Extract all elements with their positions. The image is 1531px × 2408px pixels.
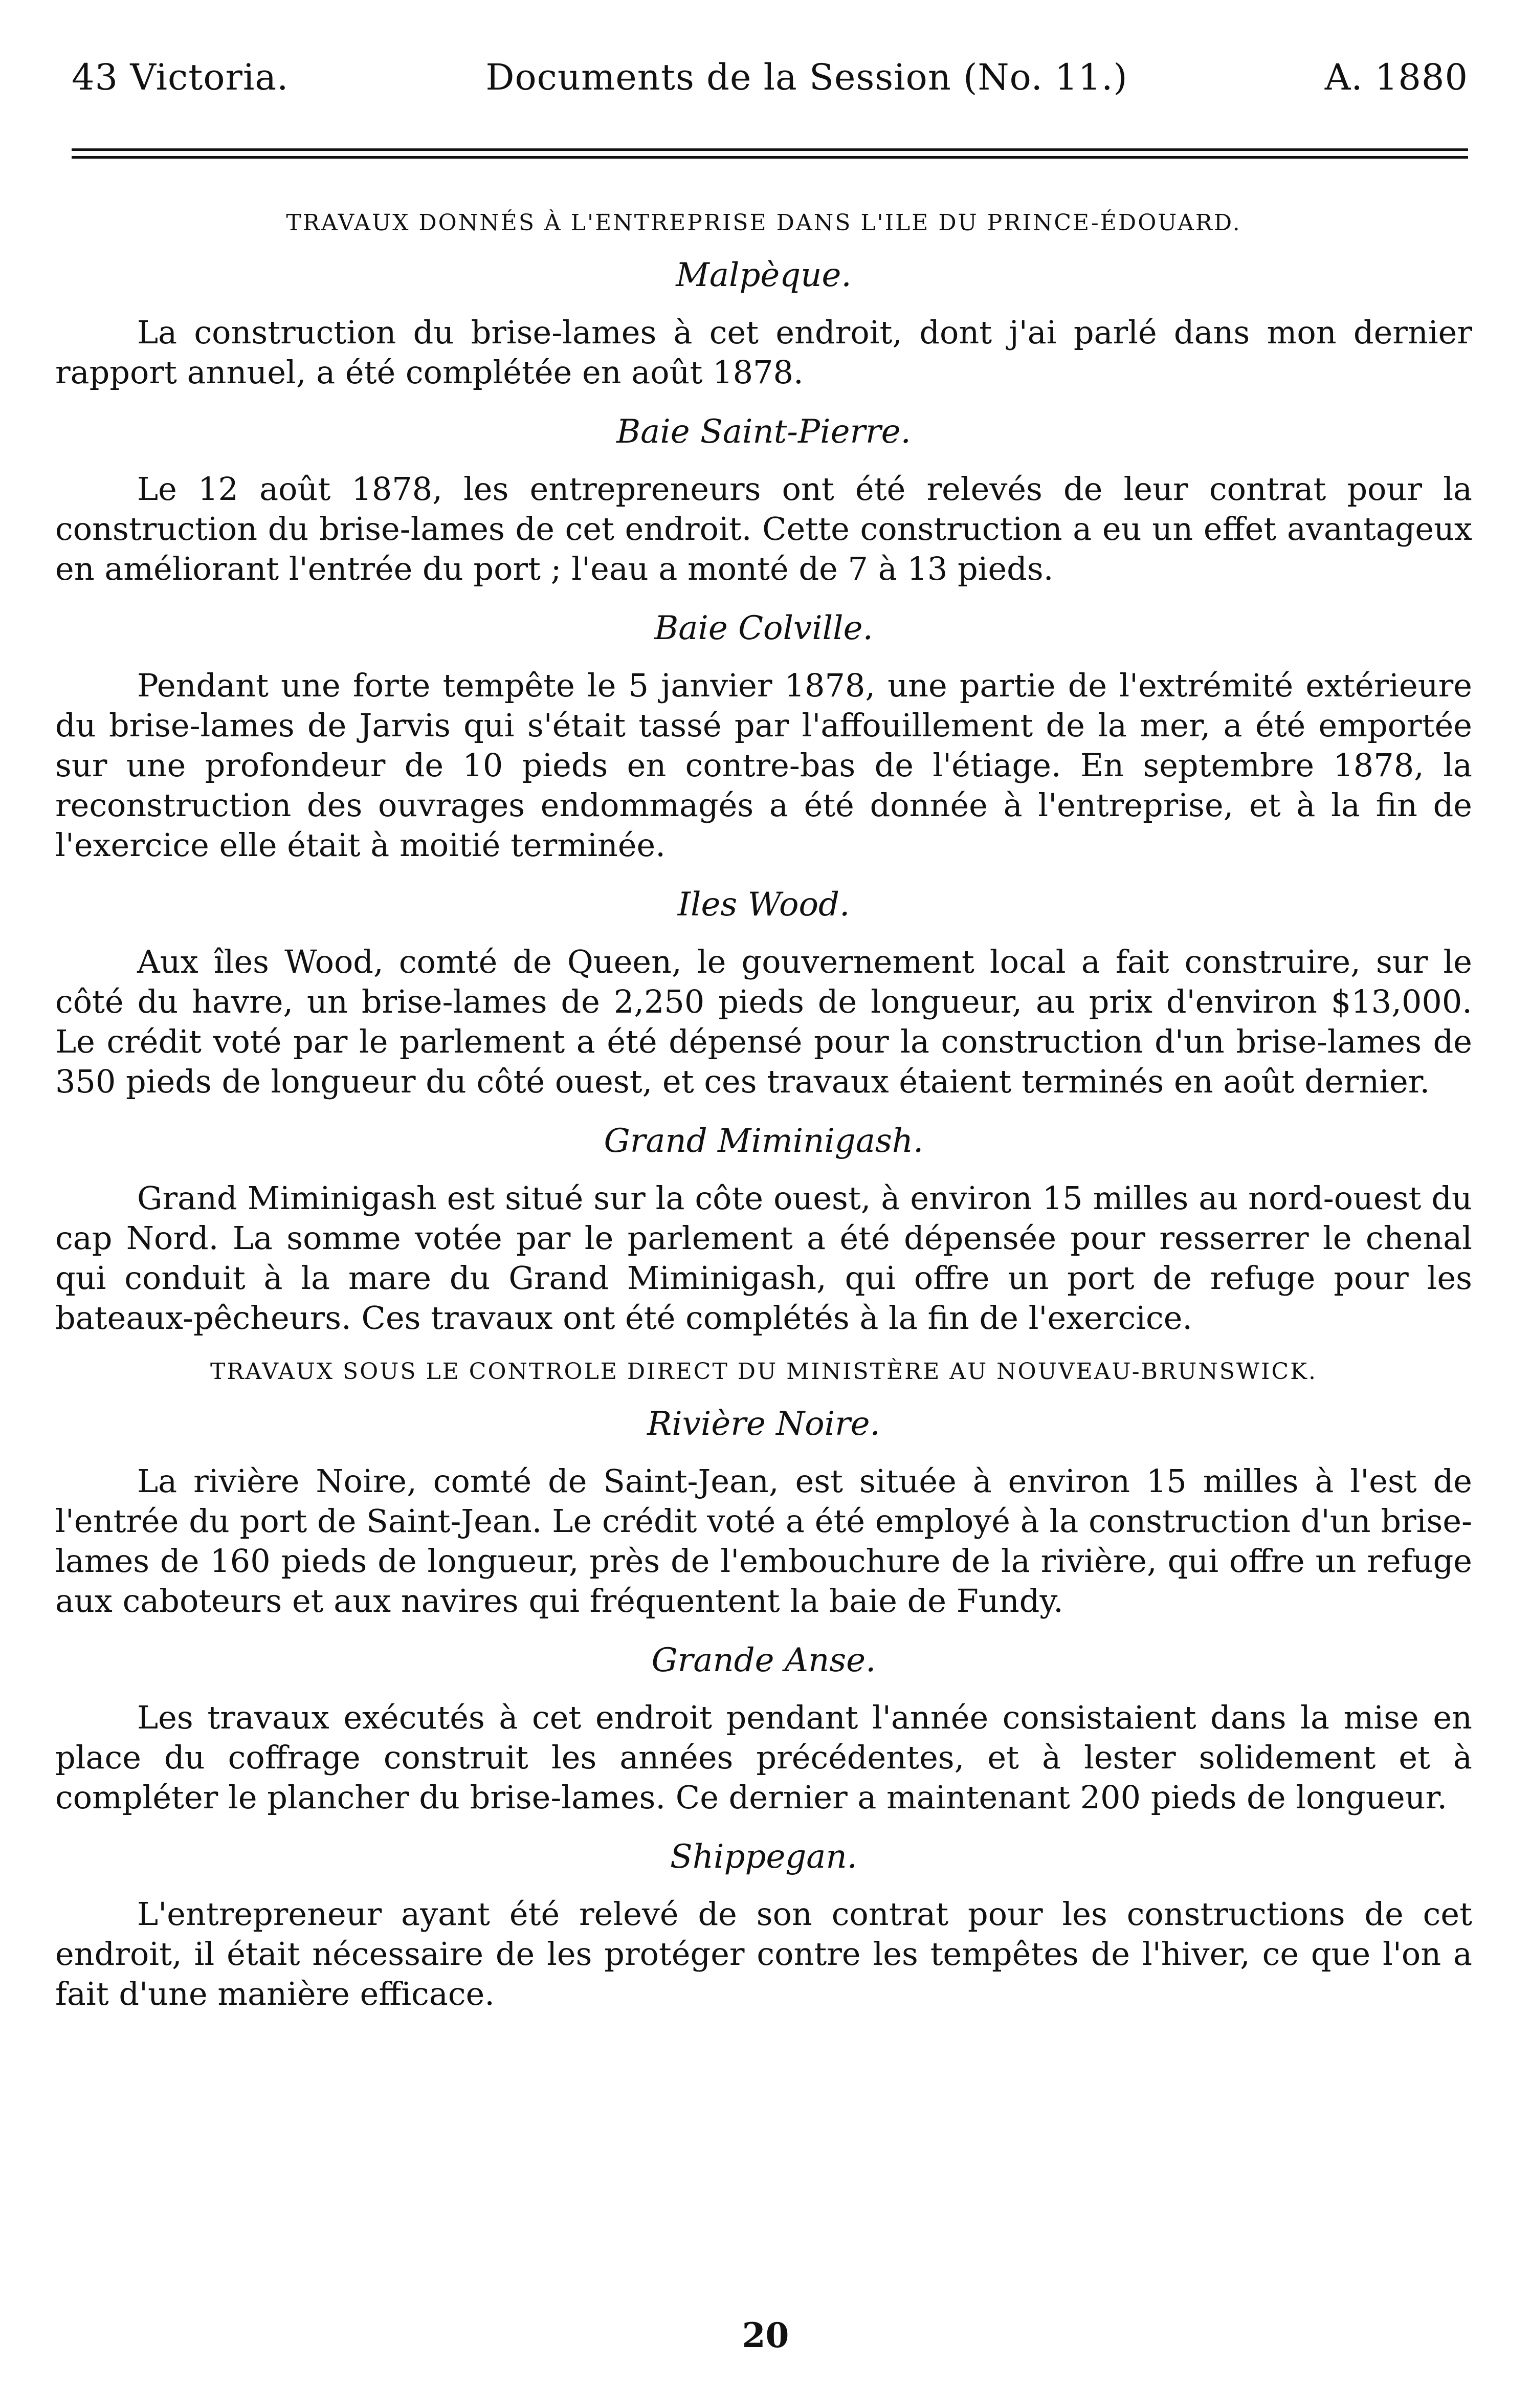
entry-paragraph: Les travaux exécutés à cet endroit pendant l'année consistaient dans la mise en place du coffrage construit les années précédentes, et à lester solidement et à compléter le plancher du brise-lames. Ce dernier a maintenant 200 pieds de longueur. — [55, 1699, 1472, 1816]
entry-paragraph: Grand Miminigash est situé sur la côte ouest, à environ 15 milles au nord-ouest du cap Nord. La somme votée par le parlement a été dépensée pour resserrer le chenal qui conduit à la mare du Grand Miminigash, qui offre un port de refuge pour les bateaux-pêcheurs. Ces travaux ont été complétés à la fin de l'exercice. — [55, 1179, 1472, 1337]
header-regnal-year: 43 Victoria. — [72, 56, 289, 98]
entry-heading: Baie Saint-Pierre. — [616, 413, 911, 451]
entry-heading: Baie Colville. — [654, 609, 873, 647]
entry-riviere-noire — [55, 1405, 1472, 1621]
entry-paragraph: La rivière Noire, comté de Saint-Jean, est située à environ 15 milles à l'est de l'entrée du port de Saint-Jean. Le crédit voté a été employé à la construction d'un brise-lames de 160 pieds de longueur, près de l'embouchure de la rivière, qui offre un refuge aux caboteurs et aux navires qui fréquentent la baie de Fundy. — [55, 1462, 1472, 1619]
entry-paragraph: L'entrepreneur ayant été relevé de son contrat pour les constructions de cet endroit, il était nécessaire de les protéger contre les tempêtes de l'hiver, ce que l'on a fait d'une manière efficace. — [55, 1895, 1472, 2012]
entry-heading: Grand Miminigash. — [604, 1122, 924, 1160]
entry-heading: Iles Wood. — [677, 886, 850, 924]
section-prince-edward-island — [55, 210, 1472, 1338]
header-rule-bottom — [72, 156, 1468, 159]
entry-grand-miminigash — [55, 1122, 1472, 1338]
entry-baie-saint-pierre — [55, 413, 1472, 589]
entry-heading: Grande Anse. — [651, 1641, 876, 1679]
entry-malpeque — [55, 256, 1472, 392]
entry-paragraph: La construction du brise-lames à cet endroit, dont j'ai parlé dans mon dernier rapport annuel, a été complétée en août 1878. — [55, 314, 1472, 391]
header-rule-top — [72, 148, 1468, 151]
header-year: A. 1880 — [1324, 56, 1468, 98]
entry-heading: Malpèque. — [676, 256, 852, 294]
page-body — [55, 194, 1472, 2034]
entry-heading: Rivière Noire. — [647, 1405, 880, 1443]
entry-iles-wood — [55, 886, 1472, 1102]
section-new-brunswick — [55, 1359, 1472, 2014]
entry-paragraph: Aux îles Wood, comté de Queen, le gouvernement local a fait construire, sur le côté du havre, un brise-lames de 2,250 pieds de longueur, au prix d'environ $13,000. Le crédit voté par le parlement a été dépensé pour la construction d'un brise-lames de 350 pieds de longueur du côté ouest, et ces travaux étaient terminés en août dernier. — [55, 943, 1472, 1100]
section-title: TRAVAUX DONNÉS À L'ENTREPRISE DANS L'ILE DU PRINCE-ÉDOUARD. — [286, 210, 1241, 236]
entry-baie-colville — [55, 609, 1472, 865]
entry-grande-anse — [55, 1641, 1472, 1818]
running-header — [72, 56, 1468, 113]
header-document-title: Documents de la Session (No. 11.) — [485, 56, 1128, 98]
entry-paragraph: Pendant une forte tempête le 5 janvier 1878, une partie de l'extrémité extérieure du brise-lames de Jarvis qui s'était tassé par l'affouillement de la mer, a été emportée sur une profondeur de 10 pieds en contre-bas de l'étiage. En septembre 1878, la reconstruction des ouvrages endommagés a été donnée à l'entreprise, et à la fin de l'exercice elle était à moitié terminée. — [55, 667, 1472, 864]
section-title: TRAVAUX SOUS LE CONTROLE DIRECT DU MINISTÈRE AU NOUVEAU-BRUNSWICK. — [210, 1359, 1317, 1385]
entry-shippegan — [55, 1838, 1472, 2014]
page-number: 20 — [742, 2315, 789, 2355]
entry-paragraph: Le 12 août 1878, les entrepreneurs ont été relevés de leur contrat pour la construction du brise-lames de cet endroit. Cette construction a eu un effet avantageux en améliorant l'entrée du port ; l'eau a monté de 7 à 13 pieds. — [55, 470, 1472, 587]
entry-heading: Shippegan. — [670, 1838, 858, 1876]
